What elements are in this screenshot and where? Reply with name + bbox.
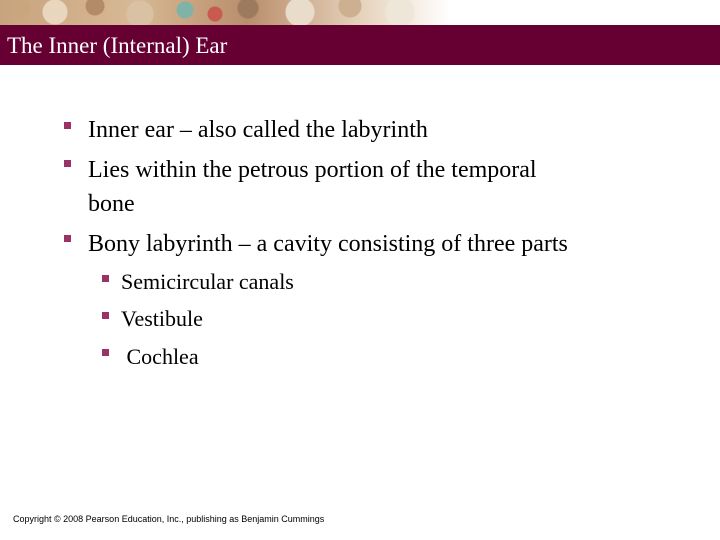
bullet-marker	[64, 160, 71, 167]
sub-bullet-marker	[102, 349, 109, 356]
bullet-marker	[64, 235, 71, 242]
bullet-text: Lies within the petrous portion of the temporal	[88, 157, 537, 183]
sub-bullet-text: Semicircular canals	[121, 269, 294, 294]
slide-title: The Inner (Internal) Ear	[7, 33, 228, 58]
bullet-text: Inner ear – also called the labyrinth	[88, 117, 428, 143]
header-decorative-image	[0, 0, 450, 25]
sub-bullet-marker	[102, 275, 109, 282]
copyright-notice: Copyright © 2008 Pearson Education, Inc., publishing as Benjamin Cummings	[13, 514, 325, 524]
sub-bullet-text: Cochlea	[121, 344, 199, 369]
sub-bullet-marker	[102, 312, 109, 319]
bullet-marker	[64, 122, 71, 129]
title-bar	[0, 25, 720, 65]
bullet-text-continuation: bone	[88, 191, 135, 217]
bullet-text: Bony labyrinth – a cavity consisting of three parts	[88, 231, 568, 257]
sub-bullet-text: Vestibule	[121, 306, 203, 331]
